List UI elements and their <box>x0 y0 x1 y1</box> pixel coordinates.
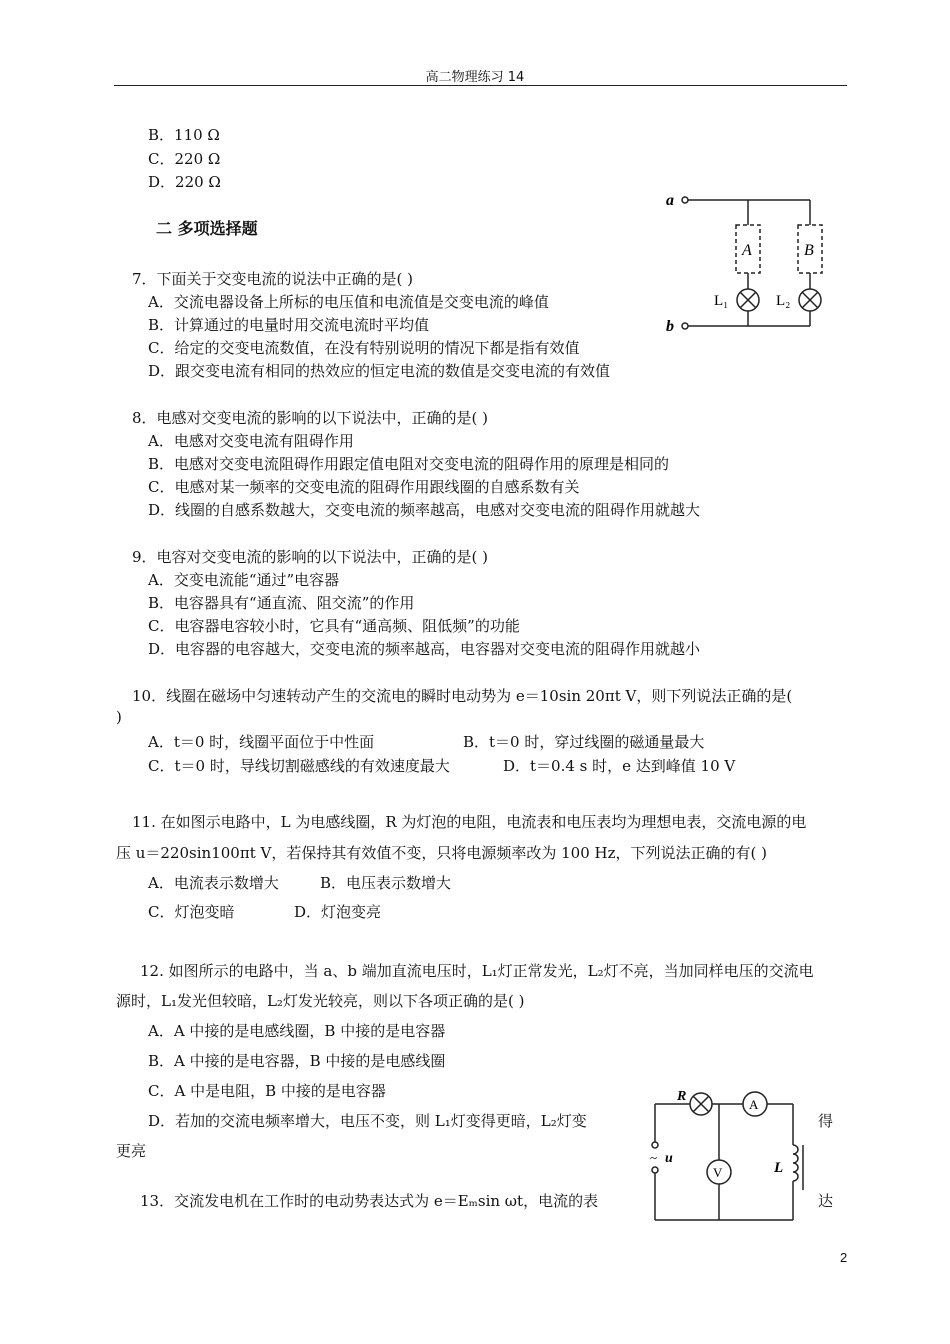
q11-stem-line2: 压 u＝220sin100πt V，若保持其有效值不变，只将电源频率改为 100 Hz，下列说法正确的有( ) <box>116 844 767 862</box>
q12-stem-line1: 12. 如图所示的电路中，当 a、b 端加直流电压时，L₁灯正常发光，L₂灯不亮，当加同样电压的交流电 <box>140 962 814 980</box>
q12-option-b: B．A 中接的是电容器，B 中接的是电感线圈 <box>148 1052 446 1070</box>
terminal-a-label: a <box>666 192 674 209</box>
q7-option-a: A．交流电器设备上所标的电压值和电流值是交变电流的峰值 <box>148 293 549 311</box>
source-label: u <box>665 1151 673 1166</box>
q8-option-c: C．电感对某一频率的交变电流的阻碍作用跟线圈的自感系数有关 <box>148 478 580 496</box>
q11-option-c: C．灯泡变暗 <box>148 903 235 921</box>
circuit-figure-ab <box>660 188 840 338</box>
prev-option-d: D．220 Ω <box>148 173 221 191</box>
page-header-title: 高二物理练习 14 <box>425 70 525 85</box>
q7-stem: 7．下面关于交变电流的说法中正确的是( ) <box>132 270 414 288</box>
lamp1-label: L₁ <box>714 293 729 309</box>
q10-stem-line2: ) <box>116 708 122 726</box>
prev-option-b: B．110 Ω <box>148 126 220 144</box>
q12-option-d-line2: 更亮 <box>116 1142 147 1160</box>
q11-option-d: D．灯泡变亮 <box>294 903 382 921</box>
q13-stem: 13．交流发电机在工作时的电动势表达式为 e＝Eₘsin ωt，电流的表 <box>140 1192 599 1210</box>
terminal-b-label: b <box>666 318 674 335</box>
q10-option-d: D．t＝0.4 s 时，e 达到峰值 10 V <box>503 757 736 775</box>
section-heading: 二 多项选择题 <box>156 219 258 238</box>
circuit-figure-rlc <box>645 1090 815 1230</box>
q8-option-d: D．线圈的自感系数越大，交变电流的频率越高，电感对交变电流的阻碍作用就越大 <box>148 501 701 519</box>
resistor-label: R <box>677 1090 687 1104</box>
page-number: 2 <box>840 1250 848 1265</box>
q10-stem-line1: 10．线圈在磁场中匀速转动产生的交流电的瞬时电动势为 e＝10sin 20πt V，则下列说法正确的是( <box>132 687 793 705</box>
q8-option-a: A．电感对交变电流有阻碍作用 <box>148 432 354 450</box>
header-rule <box>114 85 847 86</box>
q9-option-a: A．交变电流能“通过”电容器 <box>148 571 340 589</box>
q8-option-b: B．电感对交变电流阻碍作用跟定值电阻对交变电流的阻碍作用的原理是相同的 <box>148 455 670 473</box>
prev-option-c: C．220 Ω <box>148 150 221 168</box>
q7-option-c: C．给定的交变电流数值，在没有特别说明的情况下都是指有效值 <box>148 339 580 357</box>
q10-option-b: B．t＝0 时，穿过线圈的磁通量最大 <box>463 733 705 751</box>
box-a-label: A <box>742 242 752 259</box>
q12-stem-line2: 源时，L₁发光但较暗，L₂灯发光较亮，则以下各项正确的是( ) <box>116 992 525 1010</box>
box-b-label: B <box>804 242 814 259</box>
q9-option-d: D．电容器的电容越大，交变电流的频率越高，电容器对交变电流的阻碍作用就越小 <box>148 640 701 658</box>
q7-option-d: D．跟交变电流有相同的热效应的恒定电流的数值是交变电流的有效值 <box>148 362 611 380</box>
ac-source-symbol: ~ <box>650 1150 658 1165</box>
q12-option-a: A．A 中接的是电感线圈，B 中接的是电容器 <box>148 1022 446 1040</box>
q12-option-d-line1: D．若加的交流电频率增大，电压不变，则 L₁灯变得更暗，L₂灯变 <box>148 1112 587 1130</box>
inductor-label: L <box>774 1160 784 1176</box>
q10-option-c: C．t＝0 时，导线切割磁感线的有效速度最大 <box>148 757 450 775</box>
q10-option-a: A．t＝0 时，线圈平面位于中性面 <box>148 733 375 751</box>
voltmeter-label: V <box>713 1165 723 1180</box>
ammeter-label: A <box>749 1097 759 1112</box>
q9-option-c: C．电容器电容较小时，它具有“通高频、阻低频”的功能 <box>148 617 520 635</box>
q9-stem: 9．电容对交变电流的影响的以下说法中，正确的是( ) <box>132 548 489 566</box>
q11-stem-line1: 11. 在如图示电路中，L 为电感线圈，R 为灯泡的电阻，电流表和电压表均为理想电表，交流电源的电 <box>132 813 807 831</box>
q11-option-a: A．电流表示数增大 <box>148 874 279 892</box>
q9-option-b: B．电容器具有“通直流、阻交流”的作用 <box>148 594 415 612</box>
q12-option-d-tail: 得 <box>818 1112 834 1130</box>
lamp2-label: L₂ <box>776 293 791 309</box>
q8-stem: 8．电感对交变电流的影响的以下说法中，正确的是( ) <box>132 409 489 427</box>
q12-option-c: C．A 中是电阻，B 中接的是电容器 <box>148 1082 386 1100</box>
q13-stem-tail: 达 <box>818 1192 834 1210</box>
q7-option-b: B．计算通过的电量时用交流电流时平均值 <box>148 316 430 334</box>
q11-option-b: B．电压表示数增大 <box>320 874 452 892</box>
